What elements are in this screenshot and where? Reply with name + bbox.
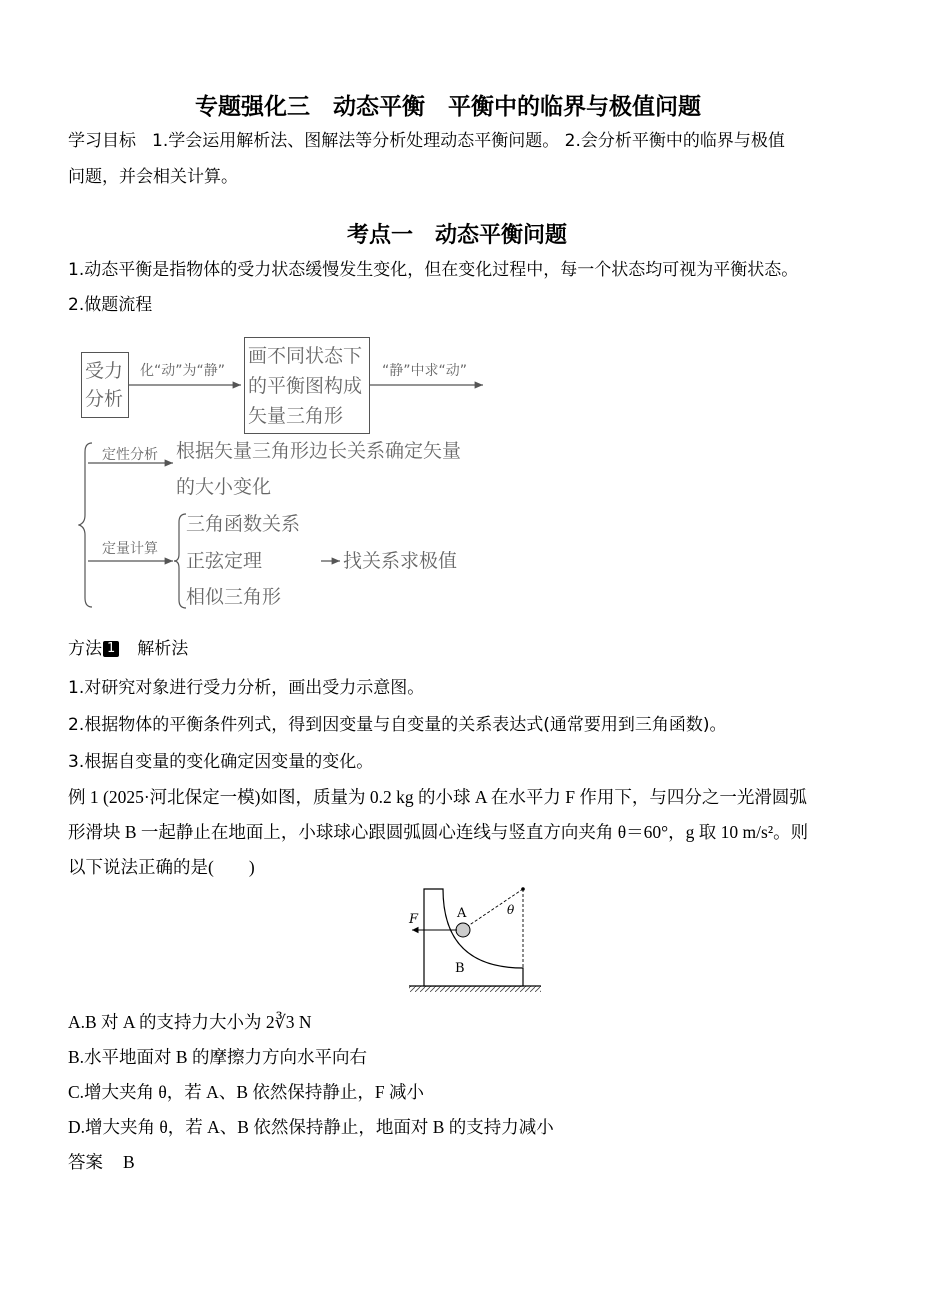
flow-qualitative-line1: 根据矢量三角形边长关系确定矢量: [176, 440, 462, 462]
section-paragraph-2: 2.做题流程: [68, 295, 153, 315]
figure-label-theta: θ: [507, 903, 515, 917]
option-c: C.增大夹角 θ，若 A、B 依然保持静止，F 减小: [68, 1082, 424, 1102]
flow-qualitative-line2: 的大小变化: [176, 476, 272, 498]
flow-quantitative-label: 定量计算: [102, 541, 158, 557]
figure-label-f: F: [409, 912, 419, 927]
flow-qualitative-label: 定性分析: [102, 447, 158, 463]
flow-box1-line2: 分析: [85, 388, 124, 410]
option-b: B.水平地面对 B 的摩擦力方向水平向右: [68, 1047, 367, 1067]
option-d: D.增大夹角 θ，若 A、B 依然保持静止，地面对 B 的支持力减小: [68, 1117, 554, 1137]
flow-box2-line2: 的平衡图构成: [248, 375, 363, 397]
example-line-2: 形滑块 B 一起静止在地面上，小球球心跟圆弧圆心连线与竖直方向夹角 θ＝60°，g 取 10 m/s²。则: [68, 822, 809, 842]
option-a: A.B 对 A 的支持力大小为 2∛3 N: [68, 1012, 312, 1032]
method-name: 解析法: [137, 639, 189, 659]
section-paragraph-1: 1.动态平衡是指物体的受力状态缓慢发生变化，但在变化过程中，每一个状态均可视为平衡状态。: [68, 260, 799, 280]
flow-arrow1-label: 化“动”为“静”: [140, 363, 226, 379]
method-step-3: 3.根据自变量的变化确定因变量的变化。: [68, 752, 374, 772]
flow-box2-line3: 矢量三角形: [248, 405, 344, 427]
flow-quant-item-sine-law: 正弦定理: [186, 550, 263, 572]
method-prefix: 方法: [68, 639, 102, 659]
example-figure: [405, 882, 545, 997]
method-step-1: 1.对研究对象进行受力分析，画出受力示意图。: [68, 678, 425, 698]
method-step-2: 2.根据物体的平衡条件列式，得到因变量与自变量的关系表达式(通常要用到三角函数)。: [68, 715, 727, 735]
figure-label-a: A: [457, 906, 467, 921]
page-title: 专题强化三 动态平衡 平衡中的临界与极值问题: [195, 94, 701, 120]
learning-goals-line1: [68, 126, 785, 151]
flow-arrow2-label: “静”中求“动”: [382, 363, 468, 379]
flow-quant-item-trig: 三角函数关系: [186, 513, 301, 535]
flow-brace-main: [79, 443, 92, 607]
method-number-badge: 1: [103, 641, 119, 657]
flow-brace-quant: [174, 514, 186, 608]
example-line-1: 例 1 (2025·河北保定一模)如图，质量为 0.2 kg 的小球 A 在水平力 F 作用下，与四分之一光滑圆弧: [68, 787, 807, 807]
flowchart: [78, 330, 498, 615]
radius-dashed: [465, 889, 523, 928]
figure-label-b: B: [455, 961, 465, 976]
answer-line: [68, 1149, 135, 1174]
learning-goals-line2: 问题，并会相关计算。: [68, 167, 238, 187]
flow-box1-line1: 受力: [85, 360, 124, 382]
flow-box2-line1: 画不同状态下: [248, 345, 363, 367]
section-title: 考点一 动态平衡问题: [347, 223, 568, 248]
figure-drawing: [405, 882, 545, 997]
ball-a: [456, 923, 470, 937]
method-heading: [68, 634, 188, 659]
answer-label: 答案: [68, 1152, 103, 1172]
ground-hatch: [409, 986, 541, 992]
learning-goals-label: 学习目标: [68, 131, 136, 151]
learning-goals-text: 1.学会运用解析法、图解法等分析处理动态平衡问题。 2.会分析平衡中的临界与极值: [152, 131, 785, 151]
flow-quant-result: 找关系求极值: [343, 550, 458, 572]
example-line-3: 以下说法正确的是( ): [68, 857, 255, 877]
flow-quant-item-similar: 相似三角形: [186, 586, 282, 608]
answer-value: B: [123, 1152, 135, 1172]
